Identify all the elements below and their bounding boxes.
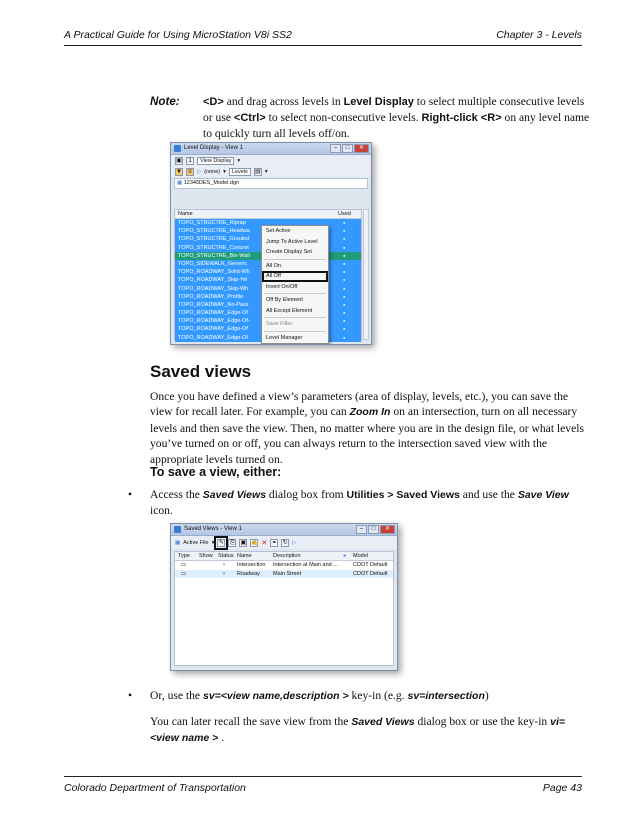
level-display-toolbar-1 <box>171 155 371 166</box>
refresh-icon[interactable]: ↻ <box>282 539 288 546</box>
chevron-down-icon: ▾ <box>237 157 241 164</box>
b2-t3: ) <box>484 689 489 702</box>
subheading: To save a view, either: <box>150 465 282 479</box>
used-indicator-icon: ● <box>343 293 346 299</box>
view-type-icon: ▭ <box>181 562 187 568</box>
chevron-down-icon: ▾ <box>223 168 226 175</box>
view-model: CDOT Default <box>353 570 388 577</box>
vi-keyin: vi=<view name > <box>150 716 566 745</box>
b2-t2: key-in (e.g. <box>348 689 408 702</box>
used-indicator-icon: ● <box>343 318 346 324</box>
menu-set-active[interactable]: Set Active <box>266 228 291 234</box>
note-t2: to select multiple consecutive levels or use <box>203 95 585 124</box>
edit-icon[interactable]: ✍ <box>251 539 259 546</box>
status-icon: ◑ <box>222 562 226 568</box>
level-name: TOPO_ROADWAY_Edge-Of- <box>178 318 250 325</box>
section-title: Saved views <box>150 362 252 381</box>
note-t4: on any level name to quickly turn all levels off/on. <box>203 111 590 140</box>
col-used[interactable]: Used <box>338 211 351 217</box>
scrollbar[interactable] <box>363 209 369 340</box>
saved-views-list <box>174 551 394 666</box>
menu-invert-on-off[interactable]: Invert On/Off <box>266 283 298 290</box>
level-display-toolbar-2 <box>171 166 371 177</box>
para-t2: on an intersection, turn on all necessary levels and then save the view. Then, no matter where you are in the design file, or what levels you’ve turned on or off, you can always return to the intersection saved view with the appropriate levels turned on. <box>150 405 584 466</box>
used-indicator-icon: ● <box>343 244 346 250</box>
status-icon: ◑ <box>222 570 226 577</box>
used-indicator-icon: ● <box>343 310 346 316</box>
col-description[interactable]: Description <box>273 553 301 559</box>
saved-views-term: Saved Views <box>351 716 415 728</box>
attach-icon[interactable]: ⚭ <box>271 539 277 546</box>
bullet-dot: • <box>128 488 133 501</box>
delete-icon[interactable]: ✕ <box>261 539 268 547</box>
used-indicator-icon: ● <box>343 228 346 234</box>
layers-icon[interactable]: ≡ <box>186 168 194 176</box>
used-indicator-icon: ● <box>343 252 346 258</box>
level-display-titlebar <box>171 143 371 155</box>
used-indicator-icon: ● <box>343 334 346 340</box>
recall-t2: dialog box or use the key-in <box>414 715 551 728</box>
key-d: <D> <box>203 96 224 108</box>
level-name: TOPO_ROADWAY_Profile <box>178 293 243 300</box>
used-indicator-icon: ● <box>343 285 346 291</box>
maximize-button[interactable]: □ <box>342 144 353 153</box>
level-name: TOPO_STRUCTRE_Headwa <box>178 228 250 235</box>
page-number: Page 43 <box>542 782 582 794</box>
para-t1: Once you have defined a view’s parameters (area of display, levels, etc.), you can save the view for recall later. For example, you can <box>150 390 569 419</box>
level-name: TOPO_ROADWAY_Edge-Of <box>178 334 248 341</box>
view-description: Intersection at Main and ... <box>273 562 338 568</box>
play-icon[interactable]: ▷ <box>197 168 202 175</box>
menu-all-on[interactable]: All On <box>266 262 281 269</box>
apply-view-icon[interactable]: ▣ <box>240 539 247 546</box>
level-name: TOPO_STRUCTRE_Grouted <box>178 236 250 243</box>
saved-views-toolbar <box>171 536 397 549</box>
level-name: TOPO_SIDEWALK_Generic <box>178 260 248 267</box>
view-number-icon[interactable]: 1 <box>186 157 194 165</box>
header-chapter: Chapter 3 - Levels <box>496 29 582 41</box>
save-view-term: Save View <box>517 489 569 501</box>
utilities-menu-path: Utilities > Saved Views <box>346 489 460 501</box>
b1-t4: icon. <box>150 504 173 518</box>
menu-off-by-element[interactable]: Off By Element <box>266 297 303 303</box>
saved-views-header <box>175 552 393 561</box>
b1-t3: and use the <box>459 488 518 501</box>
saved-views-titlebar <box>171 524 397 536</box>
page-header <box>64 26 582 46</box>
minimize-button[interactable]: – <box>330 144 341 153</box>
close-button[interactable]: ✕ <box>380 525 395 534</box>
play-icon[interactable]: ▷ <box>292 539 297 546</box>
col-name[interactable]: Name <box>237 553 252 559</box>
menu-separator <box>264 259 326 260</box>
active-file-icon: ▦ <box>175 539 181 546</box>
used-indicator-icon: ● <box>343 269 346 275</box>
window-title: Level Display - View 1 <box>184 145 243 151</box>
col-show[interactable]: Show <box>199 553 213 559</box>
menu-separator <box>264 293 326 294</box>
chevron-down-icon: ▾ <box>211 539 215 546</box>
recall-t3: . <box>218 731 225 745</box>
view-type-icon: ▭ <box>181 570 187 577</box>
level-name: TOPO_STRUCTRE_Concret <box>178 244 249 251</box>
note-label: Note: <box>150 95 180 108</box>
key-ctrl: <Ctrl> <box>233 112 266 124</box>
level-name: TOPO_STRUCTRE_Bin-Wall <box>178 252 250 259</box>
maximize-button[interactable]: □ <box>368 525 379 534</box>
view-display-dropdown[interactable]: View Display <box>197 157 234 165</box>
used-indicator-icon: ● <box>343 236 346 242</box>
sort-icon: ⚹ <box>343 553 347 559</box>
model-file-name: 12345DES_Model.dgn <box>183 180 240 186</box>
chevron-down-icon: ▾ <box>264 168 268 175</box>
window-icon <box>174 526 181 533</box>
b1-t1: Access the <box>150 488 203 501</box>
col-model[interactable]: Model <box>353 553 368 559</box>
level-name: TOPO_ROADWAY_Edge-Of <box>178 326 248 333</box>
bullet-1 <box>128 487 588 519</box>
used-indicator-icon: ● <box>343 277 346 283</box>
page-footer <box>64 776 582 796</box>
menu-save-filter[interactable]: Save Filter <box>266 321 293 327</box>
recall-t1: You can later recall the save view from the <box>150 715 352 728</box>
note-t3: to select non-consecutive levels. <box>265 111 422 124</box>
filter-icon[interactable]: ▼ <box>176 168 182 175</box>
options-icon[interactable]: ▤ <box>254 168 261 175</box>
menu-level-manager[interactable]: Level Manager <box>266 334 303 341</box>
col-status[interactable]: Status <box>218 553 234 559</box>
recall-paragraph <box>150 714 590 747</box>
level-name: TOPO_ROADWAY_No-Pass <box>178 301 249 308</box>
save-view-icon[interactable]: ✎ <box>218 539 224 546</box>
used-indicator-icon: ● <box>343 220 346 225</box>
level-name: TOPO_ROADWAY_Skip-Yel <box>178 277 248 284</box>
none-filter-label[interactable]: (none) <box>204 168 221 175</box>
note-text <box>203 94 590 141</box>
saved-views-paragraph <box>150 389 590 467</box>
view-icon[interactable]: ▣ <box>176 157 182 164</box>
window-icon <box>174 145 181 152</box>
bullet-2 <box>128 688 588 704</box>
level-name: TOPO_STRUCTRE_Riprap <box>178 220 246 226</box>
minimize-button[interactable]: – <box>356 525 367 534</box>
view-model: CDOT Default <box>353 562 388 568</box>
saved-views-window <box>170 523 398 671</box>
window-title: Saved Views - View 1 <box>184 526 242 532</box>
used-indicator-icon: ● <box>343 301 346 307</box>
level-name: TOPO_ROADWAY_Solid-Wh <box>178 269 250 276</box>
col-name[interactable]: Name <box>178 211 193 217</box>
view-name: Intersection <box>237 562 266 568</box>
saved-views-term: Saved Views <box>202 489 267 501</box>
used-indicator-icon: ● <box>343 326 346 332</box>
menu-all-except-element[interactable]: All Except Element <box>266 307 313 314</box>
model-file-row[interactable] <box>174 178 368 189</box>
saved-view-row[interactable] <box>175 561 393 570</box>
note-block <box>150 94 590 141</box>
close-button[interactable]: ✕ <box>354 144 369 153</box>
header-title: A Practical Guide for Using MicroStation V8i SS2 <box>64 29 292 41</box>
menu-create-display-set[interactable]: Create Display Set <box>266 249 312 255</box>
used-indicator-icon: ● <box>343 260 346 266</box>
menu-separator <box>264 331 326 332</box>
model-icon: ▦ <box>177 180 183 186</box>
col-type[interactable]: Type <box>178 553 190 559</box>
b2-t1: Or, use the <box>150 689 203 702</box>
menu-separator <box>264 317 326 318</box>
view-description: Main Street <box>273 570 302 577</box>
menu-all-off[interactable]: All Off <box>262 271 328 282</box>
sv-keyin: sv=<view name,description > <box>202 690 349 702</box>
right-click-term: Right-click <R> <box>421 112 502 124</box>
level-name: TOPO_ROADWAY_Edge-Of <box>178 310 248 317</box>
zoom-in-term: Zoom In <box>349 406 391 419</box>
menu-jump-to-active-level[interactable]: Jump To Active Level <box>266 238 318 245</box>
level-display-window <box>170 142 372 345</box>
save-view-alt-icon[interactable]: ⎘ <box>229 539 235 546</box>
levels-dropdown[interactable]: Levels <box>229 168 251 176</box>
note-t1: and drag across levels in <box>223 95 344 108</box>
context-menu <box>261 225 329 344</box>
level-list-header <box>175 210 361 219</box>
bullet-dot: • <box>128 689 133 702</box>
level-display-term: Level Display <box>343 96 414 108</box>
level-name: TOPO_ROADWAY_Skip-Wh <box>178 285 249 292</box>
footer-org: Colorado Department of Transportation <box>64 782 246 794</box>
saved-view-row[interactable] <box>175 570 393 579</box>
b1-t2: dialog box from <box>266 488 347 501</box>
sv-example: sv=intersection <box>407 690 485 702</box>
view-name: Roadway <box>237 570 260 577</box>
active-file-dropdown[interactable]: Active File <box>183 539 209 546</box>
